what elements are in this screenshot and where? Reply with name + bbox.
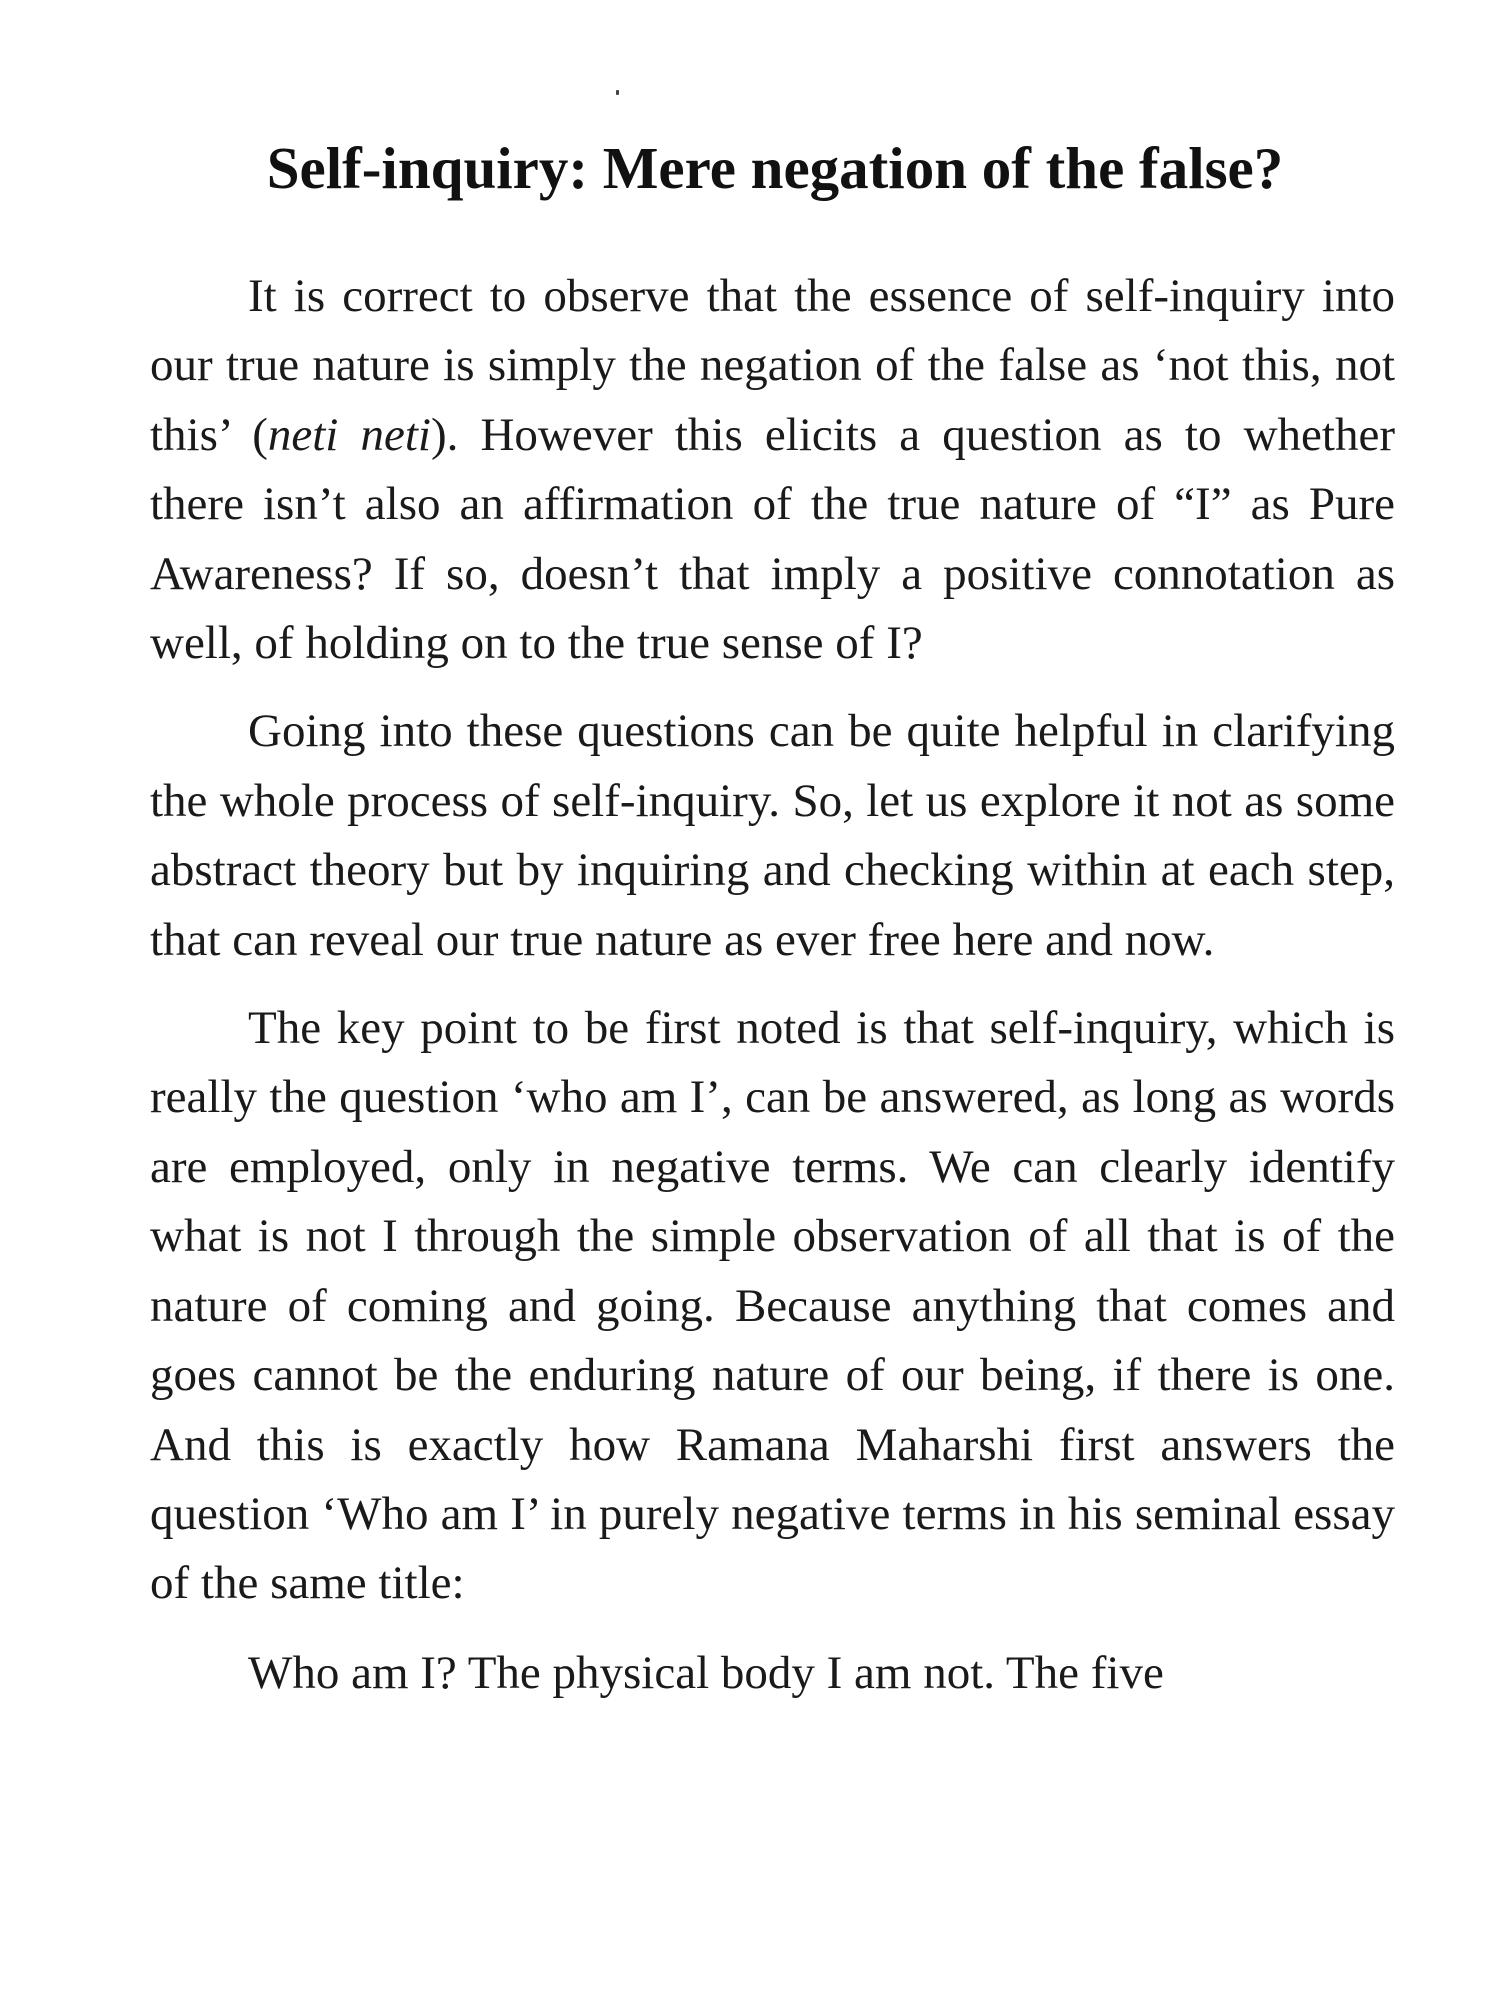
paragraph-2: Going into these questions can be quite helpful in clarifying the whole process of self-inquiry. So, let us explore it not as some abstract theory but by inquiring and checking within at each step, that can reveal our true nature as ever free here and now.: [150, 705, 1395, 966]
body-text: [150, 262, 1395, 1727]
paragraph-4-quote: Who am I? The physical body I am not. The five: [248, 1646, 1164, 1699]
paragraph-3: The key point to be first noted is that self-inquiry, which is really the question ‘who am I’, can be answered, as long as words are employed, only in negative terms. We can clearly identify what is not I through the simple observation of all that is of the nature of coming and going. Because anything that comes and goes cannot be the enduring nature of our being, if there is one. And this is exactly how Ramana Maharshi first answers the question ‘Who am I’ in purely negative terms in his seminal essay of the same title:: [150, 1002, 1395, 1610]
paragraph-1-text-a: It is correct to observe that the essence of self-inquiry into our true nature is simply the negation of the false as ‘not this, not this’ (: [150, 270, 1395, 461]
paragraph-1: [150, 262, 1395, 678]
page-title: Self-inquiry: Mere negation of the false?: [266, 135, 1284, 201]
print-speck: [616, 90, 619, 95]
paragraph-1-italic-term: neti neti: [267, 408, 431, 461]
paragraph-1-text-b: ). However this elicits a question as to whether there isn’t also an affirmation of the true nature of “I” as Pure Awareness? If so, doesn’t that imply a positive connotation as well, of holding on to the true sense of I?: [150, 408, 1395, 670]
